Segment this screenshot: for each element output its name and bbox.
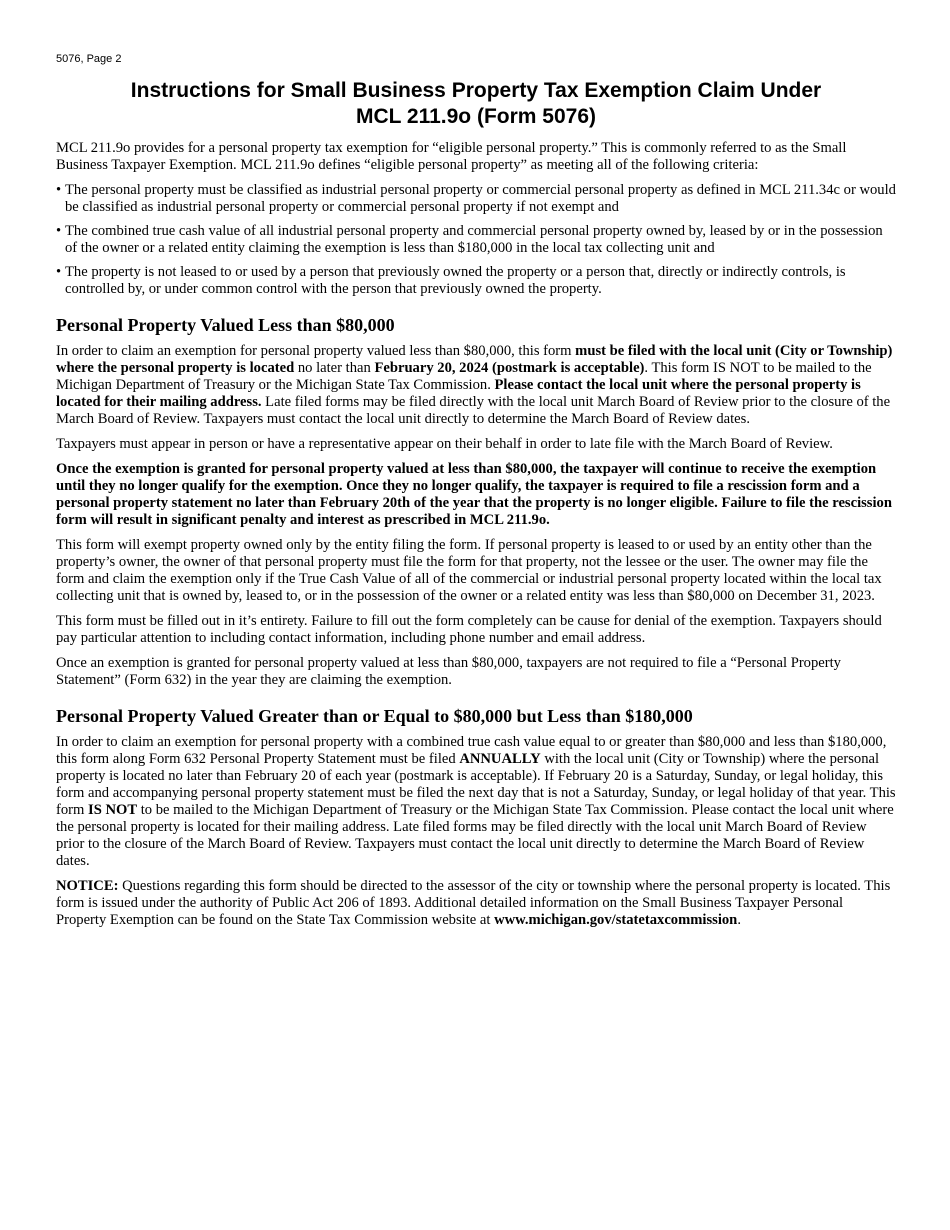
completeness-paragraph: This form must be filled out in it’s entirety. Failure to fill out the form completely can be cause for denial of the exemption. Taxpayers should pay particular attention to including contact information, including phone number and email address. bbox=[56, 613, 882, 646]
title-line-1: Instructions for Small Business Property Tax Exemption Claim Under bbox=[130, 79, 822, 102]
criteria-item: • The property is not leased to or used by a person that previously owned the property or a person that, directly or indirectly controls, is controlled by, or under common control with the person that previously owned the property. bbox=[56, 264, 896, 298]
section-heading-under-80k: Personal Property Valued Less than $80,000 bbox=[56, 315, 395, 335]
form-632-paragraph: Once an exemption is granted for personal property valued at less than $80,000, taxpayers are not required to file a “Personal Property Statement” (Form 632) in the year they are claiming the exemption. bbox=[56, 655, 841, 688]
notice-label: NOTICE: bbox=[56, 878, 119, 894]
criteria-list bbox=[56, 182, 896, 298]
filing-paragraph-under-80k: In order to claim an exemption for personal property valued less than $80,000, this form must be filed with the local unit (City or Township) where the personal property is located no later than February 20, 2024 (postmark is acceptable). This form IS NOT to be mailed to the Michigan Department of Treasury or the Michigan State Tax Commission. Please contact the local unit where the personal property is located for their mailing address. Late filed forms may be filed directly with the local unit March Board of Review prior to the closure of the March Board of Review. Taxpayers must contact the local unit directly to determine the March Board of Review dates. bbox=[56, 343, 893, 427]
criteria-item: • The combined true cash value of all industrial personal property and commercial personal property owned by, leased by or in the possession of the owner or a related entity claiming the exemption is less than $180,000 in the local tax collecting unit and bbox=[56, 223, 896, 257]
intro-paragraph: MCL 211.9o provides for a personal property tax exemption for “eligible personal property.” This is commonly referred to as the Small Business Taxpayer Exemption. MCL 211.9o defines “eligible personal property” as meeting all of the following criteria: bbox=[56, 140, 847, 173]
late-file-paragraph: Taxpayers must appear in person or have a representative appear on their behalf in order to late file with the March Board of Review. bbox=[56, 436, 833, 452]
page-label: 5076, Page 2 bbox=[56, 53, 122, 65]
section-heading-80k-to-180k: Personal Property Valued Greater than or Equal to $80,000 but Less than $180,000 bbox=[56, 706, 693, 726]
title-line-2: MCL 211.9o (Form 5076) bbox=[355, 105, 597, 128]
document-title bbox=[56, 78, 896, 130]
notice-paragraph: NOTICE: Questions regarding this form should be directed to the assessor of the city or township where the personal property is located. This form is issued under the authority of Public Act 206 of 1893. Additional detailed information on the Small Business Taxpayer Personal Property Exemption can be found on the State Tax Commission website at www.michigan.gov/statetaxcommission. bbox=[56, 878, 891, 928]
website-link[interactable]: www.michigan.gov/statetaxcommission bbox=[494, 912, 738, 928]
filing-paragraph-80k-to-180k: In order to claim an exemption for personal property with a combined true cash value equal to or greater than $80,000 and less than $180,000, this form along Form 632 Personal Property Statement must be filed ANNUALLY with the local unit (City or Township) where the personal property is located no later than February 20 of each year (postmark is acceptable). If February 20 is a Saturday, Sunday, or legal holiday, this form and accompanying personal property statement must be filed the next day that is not a Saturday, Sunday, or legal holiday of that year. This form IS NOT to be mailed to the Michigan Department of Treasury or the Michigan State Tax Commission. Please contact the local unit where the personal property is located for their mailing address. Late filed forms may be filed directly with the local unit March Board of Review prior to the closure of the March Board of Review. Taxpayers must contact the local unit directly to determine the March Board of Review dates. bbox=[56, 734, 896, 869]
document-page bbox=[56, 52, 896, 937]
continuation-paragraph: Once the exemption is granted for personal property valued at less than $80,000, the taxpayer will continue to receive the exemption until they no longer qualify for the exemption. Once they no longer qualify, the taxpayer is required to file a rescission form and a personal property statement no later than February 20th of the year that the property is no longer eligible. Failure to file the rescission form will result in significant penalty and interest as prescribed in MCL 211.9o. bbox=[56, 461, 892, 528]
criteria-item: • The personal property must be classified as industrial personal property or commercial personal property as defined in MCL 211.34c or would be classified as industrial personal property or commercial personal property if not exempt and bbox=[56, 182, 896, 216]
ownership-paragraph: This form will exempt property owned only by the entity filing the form. If personal property is leased to or used by an entity other than the property’s owner, the owner of that personal property must file the form for that property, not the lessee or the user. The owner may file the form and claim the exemption only if the True Cash Value of all of the commercial or industrial personal property located within the local tax collecting unit that is owned by, leased to, or in the possession of the owner or a related entity was less than $80,000 on December 31, 2023. bbox=[56, 537, 882, 604]
